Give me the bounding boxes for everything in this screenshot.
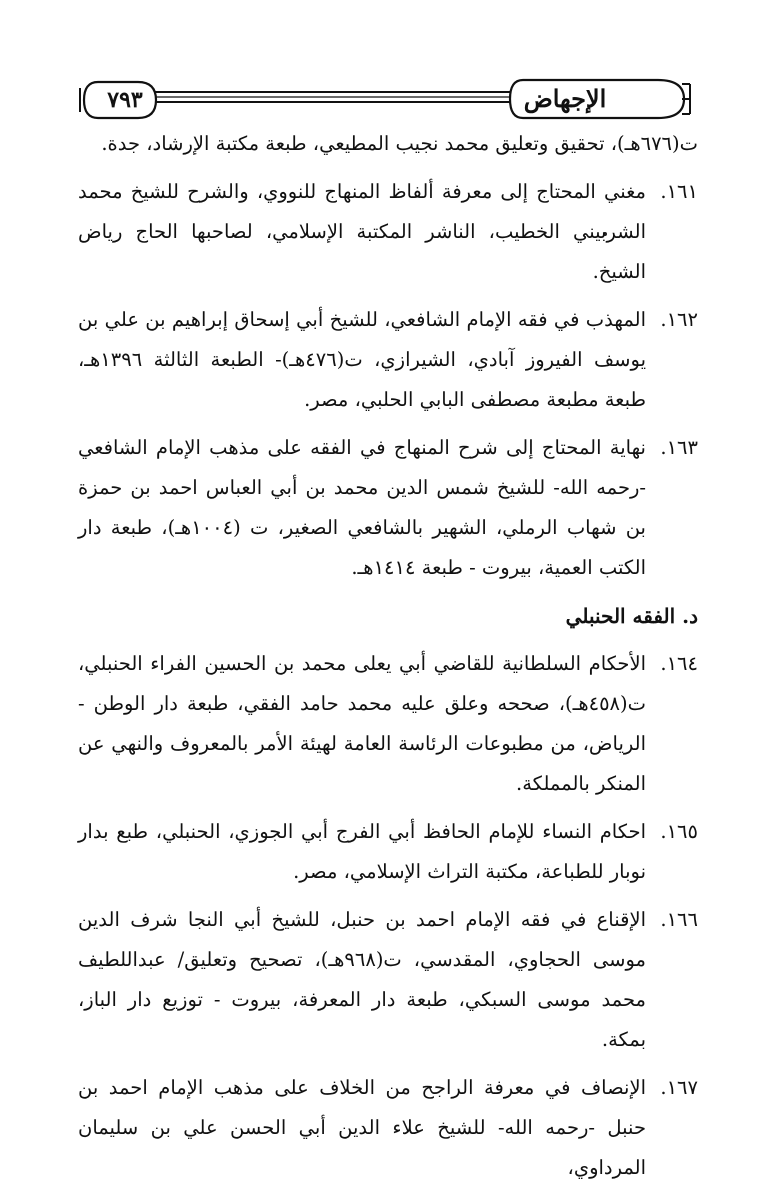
entry-number: ١٦٦.	[660, 908, 698, 931]
entry-text: الأحكام السلطانية للقاضي أبي يعلى محمد بن الحسين الفراء الحنبلي، ت(٤٥٨هـ)، صححه وعلق عليه محمد حامد الفقي، طبعة دار الوطن - الرياض، من مطبوعات الرئاسة العامة لهيئة الأمر بالمعروف والنهي عن المنكر بالمملكة.	[78, 652, 646, 795]
list-item	[78, 900, 698, 1060]
entry-number: ١٦٥.	[660, 820, 698, 843]
list-item	[78, 300, 698, 420]
entry-number: ١٦٣.	[660, 436, 698, 459]
entry-number: ١٦٤.	[660, 652, 698, 675]
entry-text: احكام النساء للإمام الحافظ أبي الفرج أبي الجوزي، الحنبلي، طبع بدار نوبار للطباعة، مكتبة التراث الإسلامي، مصر.	[78, 820, 646, 883]
list-item	[78, 1068, 698, 1188]
entry-number: ١٦١.	[660, 180, 698, 203]
list-item	[78, 644, 698, 804]
entry-text: الإنصاف في معرفة الراجح من الخلاف على مذهب الإمام احمد بن حنبل -رحمه الله- للشيخ علاء الدين أبي الحسن علي بن سليمان المرداوي،	[78, 1076, 646, 1179]
page-number: ٧٩٣	[107, 87, 143, 113]
section-heading: د. الفقه الحنبلي	[565, 604, 698, 628]
entry-text: نهاية المحتاج إلى شرح المنهاج في الفقه على مذهب الإمام الشافعي -رحمه الله- للشيخ شمس الدين محمد بن أبي العباس احمد بن حمزة بن شهاب الرملي، الشهير بالشافعي الصغير، ت (١٠٠٤هـ)، طبعة دار الكتب العمية، بيروت - طبعة ١٤١٤هـ.	[78, 436, 646, 579]
entry-number: ١٦٢.	[660, 308, 698, 331]
page-header	[78, 74, 693, 124]
running-title: الإجهاض	[523, 84, 607, 113]
list-item	[78, 812, 698, 892]
entry-text: المهذب في فقه الإمام الشافعي، للشيخ أبي إسحاق إبراهيم بن علي بن يوسف الفيروز آبادي، الشيرازي، ت(٤٧٦هـ)- الطبعة الثالثة ١٣٩٦هـ، طبعة مطبعة مصطفى البابي الحلبي، مصر.	[78, 308, 646, 411]
bibliography-list	[78, 124, 698, 1196]
list-item	[78, 172, 698, 292]
list-item	[78, 428, 698, 588]
continued-entry: ت(٦٧٦هـ)، تحقيق وتعليق محمد نجيب المطيعي، طبعة مكتبة الإرشاد، جدة.	[101, 132, 698, 155]
entry-text: مغني المحتاج إلى معرفة ألفاظ المنهاج للنووي، والشرح للشيخ محمد الشربيني الخطيب، الناشر المكتبة الإسلامي، لصاحبها الحاج رياض الشيخ.	[78, 180, 646, 283]
entry-number: ١٦٧.	[660, 1076, 698, 1099]
entry-text: الإقناع في فقه الإمام احمد بن حنبل، للشيخ أبي النجا شرف الدين موسى الحجاوي، المقدسي، ت(٩٦٨هـ)، تصحيح وتعليق/ عبداللطيف محمد موسى السبكي، طبعة دار المعرفة، بيروت - توزيع دار الباز، بمكة.	[78, 908, 646, 1051]
